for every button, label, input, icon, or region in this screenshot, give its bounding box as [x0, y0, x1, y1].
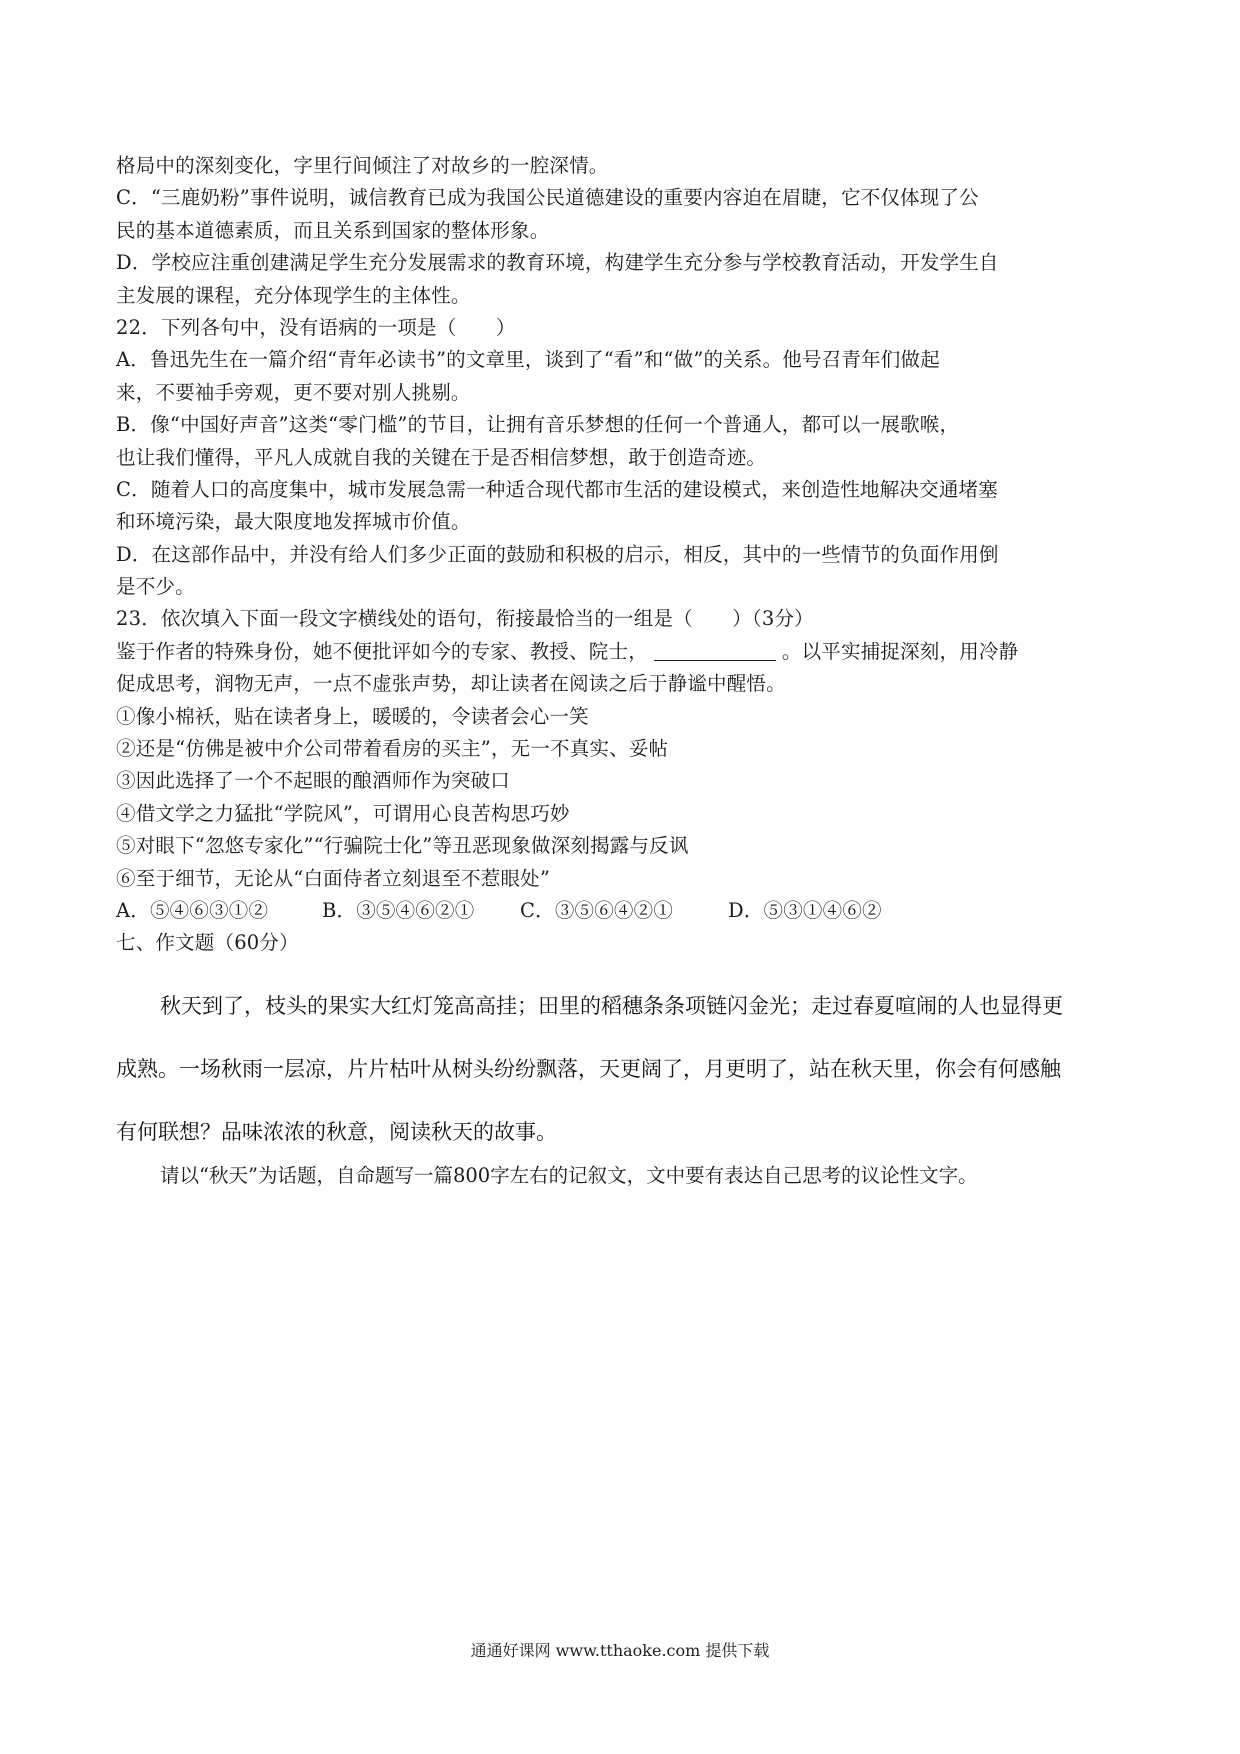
- q22-option-b-line2: 也让我们懂得，平凡人成就自我的关键在于是否相信梦想，敢于创造奇迹。: [116, 445, 767, 469]
- essay-prompt-line2: 成熟。一场秋雨一层凉，片片枯叶从树头纷纷飘落，天更阔了，月更明了，站在秋天里，你会有何感触: [116, 1057, 1061, 1081]
- q23-passage-text-after-blank: 。以平实捕捉深刻，用冷静: [781, 639, 1019, 663]
- q23-passage-text-before-blank: 鉴于作者的特殊身份，她不便批评如今的专家、教授、院士，: [116, 639, 648, 663]
- q23-passage-line1: [116, 636, 1116, 668]
- q21-option-d-line2: 主发展的课程，充分体现学生的主体性。: [116, 283, 471, 307]
- q21-option-d-line1: D．学校应注重创建满足学生充分发展需求的教育环境，构建学生充分参与学校教育活动，开发学生自: [116, 251, 999, 275]
- q23-option-c: C．③⑤⑥④②①: [520, 898, 674, 922]
- q22-option-a-line2: 来，不要袖手旁观，更不要对别人挑剔。: [116, 380, 471, 404]
- q22-option-d-line2: 是不少。: [116, 575, 195, 599]
- question-block: [116, 150, 1116, 960]
- q23-item-1: ①像小棉袄，贴在读者身上，暖暖的，令读者会心一笑: [116, 704, 589, 728]
- q23-option-d: D．⑤③①④⑥②: [728, 898, 882, 922]
- page-footer: 通通好课网 www.tthaoke.com 提供下载: [470, 1641, 770, 1660]
- q22-option-c-line2: 和环境污染，最大限度地发挥城市价值。: [116, 510, 471, 534]
- q23-item-6: ⑥至于细节，无论从“白面侍者立刻退至不惹眼处”: [116, 866, 551, 890]
- q21-option-c-line1: C．“三鹿奶粉”事件说明，诚信教育已成为我国公民道德建设的重要内容迫在眉睫，它不仅体现了公: [116, 186, 979, 210]
- q23-options: [116, 895, 1116, 927]
- q21-option-c-line2: 民的基本道德素质，而且关系到国家的整体形象。: [116, 218, 550, 242]
- essay-prompt-line3: 有何联想？品味浓浓的秋意，阅读秋天的故事。: [116, 1120, 557, 1144]
- q22-option-c-line1: C．随着人口的高度集中，城市发展急需一种适合现代都市生活的建设模式，来创造性地解决交通堵塞: [116, 477, 998, 501]
- section-7-heading: 七、作文题（60分）: [116, 931, 299, 955]
- q23-item-2: ②还是“仿佛是被中介公司带着看房的买主”，无一不真实、妥帖: [116, 737, 669, 761]
- q22-option-d-line1: D．在这部作品中，并没有给人们多少正面的鼓励和积极的启示，相反，其中的一些情节的负面作用倒: [116, 542, 999, 566]
- q23-item-4: ④借文学之力猛批“学院风”，可谓用心良苦构思巧妙: [116, 801, 570, 825]
- q23-stem: 23．依次填入下面一段文字横线处的语句，衔接最恰当的一组是（ ）（3分）: [116, 607, 814, 631]
- q22-option-a-line1: A．鲁迅先生在一篇介绍“青年必读书”的文章里，谈到了“看”和“做”的关系。他号召青年们做起: [116, 348, 940, 372]
- answer-blank: [654, 640, 776, 661]
- q23-option-a: A．⑤④⑥③①②: [116, 898, 269, 922]
- essay-requirement: 请以“秋天”为话题，自命题写一篇800字左右的记叙文，文中要有表达自己思考的议论性文字。: [160, 1164, 978, 1187]
- q23-item-3: ③因此选择了一个不起眼的酿酒师作为突破口: [116, 769, 511, 793]
- essay-prompt: [116, 975, 1116, 1164]
- essay-prompt-line1: 秋天到了，枝头的果实大红灯笼高高挂；田里的稻穗条条项链闪金光；走过春夏喧闹的人也显得更: [160, 994, 1063, 1018]
- q23-option-b: B．③⑤④⑥②①: [322, 898, 475, 922]
- q22-option-b-line1: B．像“中国好声音”这类“零门槛”的节目，让拥有音乐梦想的任何一个普通人，都可以一展歌喉，: [116, 413, 960, 437]
- q23-passage-line2: 促成思考，润物无声，一点不虚张声势，却让读者在阅读之后于静谧中醒悟。: [116, 672, 786, 696]
- q22-stem: 22．下列各句中，没有语病的一项是（ ）: [116, 315, 516, 339]
- q23-item-5: ⑤对眼下“忽悠专家化”“行骗院士化”等丑恶现象做深刻揭露与反讽: [116, 834, 689, 858]
- q21-option-b-continuation: 格局中的深刻变化，字里行间倾注了对故乡的一腔深情。: [116, 154, 609, 177]
